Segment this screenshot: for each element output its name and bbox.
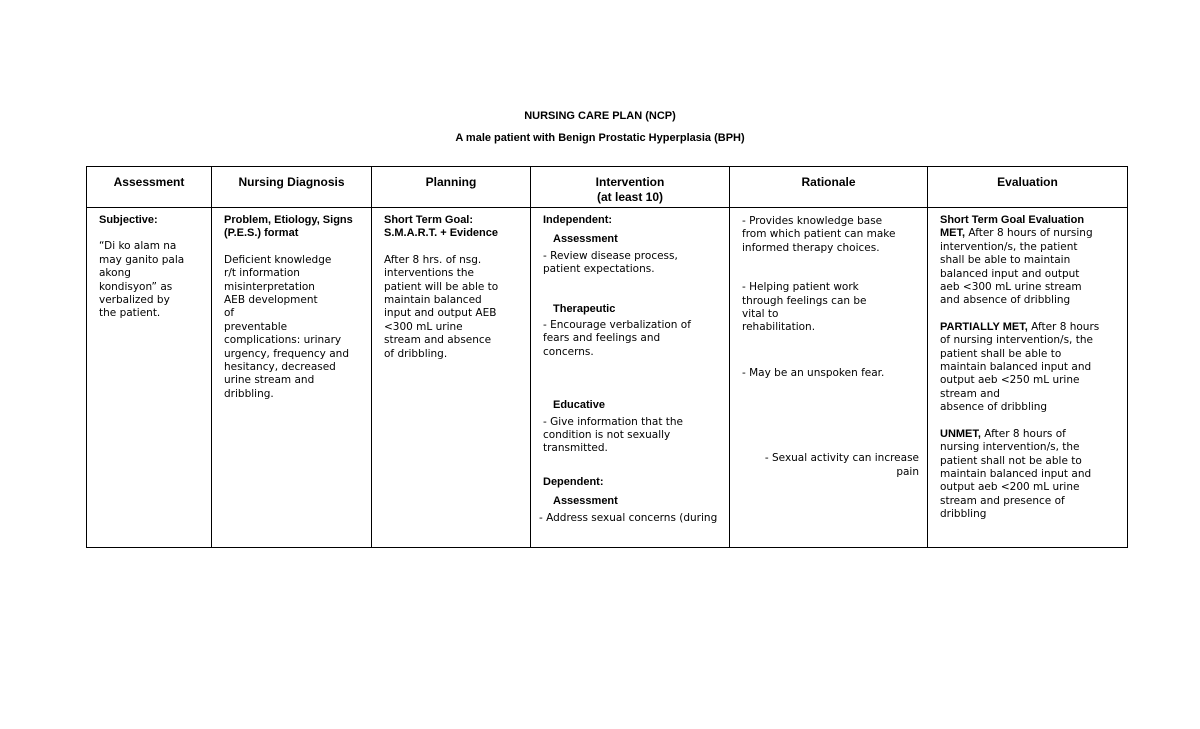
- assessment-intervention-text: - Review disease process, patient expectations.: [543, 249, 678, 276]
- intervention-cell: [531, 208, 730, 548]
- short-term-goal-label: Short Term Goal:: [384, 214, 474, 226]
- rationale-2: - Helping patient work through feelings can be vital to rehabilitation.: [742, 281, 867, 334]
- educative-intervention-text: - Give information that the condition is not sexually transmitted.: [543, 415, 684, 455]
- evaluation-partially-met: PARTIALLY MET, After 8 hours of nursing intervention/s, the patient shall be able to maintain balanced input and output aeb <250 mL urine stream and absence of dribbling: [940, 320, 1100, 414]
- therapeutic-intervention-text: - Encourage verbalization of fears and feelings and concerns.: [543, 319, 691, 358]
- assessment-subheading: Assessment: [553, 233, 618, 246]
- rationale-1: - Provides knowledge base from which patient can make informed therapy choices.: [742, 215, 896, 254]
- header-intervention-line1: Intervention: [595, 175, 665, 189]
- met-label: MET,: [940, 227, 966, 240]
- header-row: [87, 167, 1128, 208]
- diagnosis-text: Deficient knowledge r/t information misinterpretation AEB development of preventable complications: urinary urgency, frequency and hesitancy, decreased urine stream and dribbling.: [224, 253, 349, 400]
- header-evaluation: Evaluation: [928, 167, 1128, 208]
- planning-text: After 8 hrs. of nsg. interventions the patient will be able to maintain balanced input and output AEB <300 mL urine stream and absence of dribbling.: [384, 253, 499, 360]
- independent-label: Independent:: [543, 214, 613, 226]
- diagnosis-cell: [212, 208, 372, 548]
- rationale-3: - May be an unspoken fear.: [742, 366, 885, 379]
- short-term-goal-evaluation-label: Short Term Goal Evaluation: [940, 214, 1085, 226]
- care-plan-table: [86, 166, 1128, 548]
- header-assessment: Assessment: [87, 167, 212, 208]
- therapeutic-subheading: Therapeutic: [553, 302, 616, 315]
- document-title: NURSING CARE PLAN (NCP): [524, 110, 676, 122]
- content-row: [87, 208, 1128, 548]
- evaluation-met: MET, After 8 hours of nursing intervention/s, the patient shall be able to maintain balanced input and output aeb <300 mL urine stream and absence of dribbling: [940, 227, 1093, 307]
- document-subtitle: A male patient with Benign Prostatic Hyperplasia (BPH): [455, 132, 745, 144]
- smart-label: S.M.A.R.T. + Evidence: [384, 227, 499, 240]
- evaluation-unmet: UNMET, After 8 hours of nursing intervention/s, the patient shall not be able to maintain balanced input and output aeb <200 mL urine stream and presence of dribbling: [940, 427, 1092, 521]
- header-planning: Planning: [372, 167, 531, 208]
- header-nursing-diagnosis: Nursing Diagnosis: [212, 167, 372, 208]
- evaluation-cell: [928, 208, 1128, 548]
- header-intervention: [531, 167, 730, 208]
- partially-met-label: PARTIALLY MET,: [940, 320, 1028, 333]
- planning-cell: [372, 208, 531, 548]
- dependent-assessment-subheading: Assessment: [553, 495, 618, 508]
- subjective-label: Subjective:: [99, 214, 158, 226]
- dependent-label: Dependent:: [543, 475, 604, 488]
- header-rationale: Rationale: [730, 167, 928, 208]
- pes-heading-line1: Problem, Etiology, Signs: [224, 214, 353, 226]
- dependent-intervention-text: - Address sexual concerns (during: [539, 511, 718, 524]
- assessment-cell: [87, 208, 212, 548]
- educative-subheading: Educative: [553, 399, 605, 412]
- pes-heading-line2: (P.E.S.) format: [224, 227, 299, 240]
- header-intervention-line2: (at least 10): [596, 190, 664, 204]
- unmet-label: UNMET,: [940, 427, 981, 440]
- rationale-cell: [730, 208, 928, 548]
- rationale-4: - Sexual activity can increase pain: [764, 452, 919, 478]
- subjective-text: “Di ko alam na may ganito pala akong kondisyon” as verbalized by the patient.: [99, 240, 185, 320]
